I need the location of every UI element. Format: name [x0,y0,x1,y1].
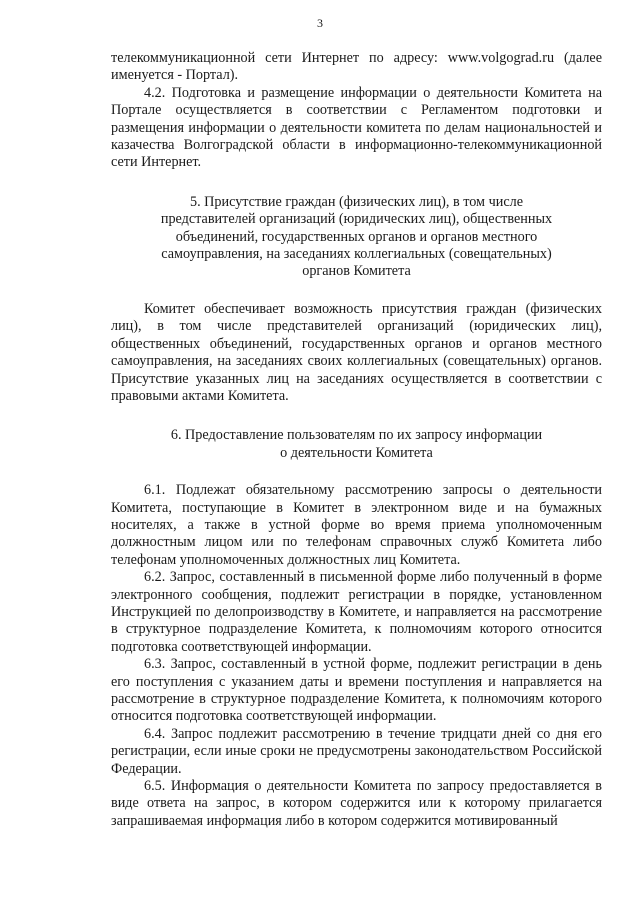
heading-line: 5. Присутствие граждан (физических лиц), в том числе [189,193,523,210]
paragraph-4-2: 4.2. Подготовка и размещение информации о деятельности Комитета на Портале осуществляется в соответствии с Регламентом подготовки и размещения информации о деятельности комитета по делам национальностей и казачества Волгоградской области в информационно-телекоммуникационной сети Интернет. [111,84,602,171]
paragraph-6-1: 6.1. Подлежат обязательному рассмотрению запросы о деятельности Комитета, поступающие в Комитет в электронном виде и на бумажных носителях, а также в устной форме во время приема уполномоченным должностным лицом или по телефонам справочных служб Комитета либо телефонам уполномоченных должностных лиц Комитета. [111,482,602,568]
paragraph-6-4: 6.4. Запрос подлежит рассмотрению в течение тридцати дней со дня его регистрации, если иные сроки не предусмотрены законодательством Российской Федерации. [111,725,602,777]
heading-line: объединений, государственных органов и органов местного [175,228,538,245]
page-number: 3 [317,16,323,30]
heading-line: 6. Предоставление пользователям по их запросу информации [170,427,543,444]
paragraph-continuation: телекоммуникационной сети Интернет по адресу: www.volgograd.ru (далее именуется - Портал). [111,50,602,84]
section-5-heading [111,194,602,281]
section-6-heading [111,427,602,462]
heading-line: о деятельности Комитета [280,444,433,461]
paragraph-6-5: 6.5. Информация о деятельности Комитета по запросу предоставляется в виде ответа на запрос, в котором содержится или к которому прилагается запрашиваемая информация либо в котором содержится мотивированный [111,778,602,829]
paragraph-6-3: 6.3. Запрос, составленный в устной форме, подлежит регистрации в день его поступления с указанием даты и времени поступления и направляется на рассмотрение в структурное подразделение Комитета, к полномочиям которого относится подготовка соответствующей информации. [111,656,602,725]
document-body [111,50,602,830]
paragraph-section-5: Комитет обеспечивает возможность присутствия граждан (физических лиц), в том числе представителей организаций (юридических лиц), общественных объединений, государственных органов и органов местного самоуправления, на заседаниях своих коллегиальных (совещательных) органов. Присутствие указанных лиц на заседаниях осуществляется в соответствии с правовыми актами Комитета. [111,300,602,404]
paragraph-6-2: 6.2. Запрос, составленный в письменной форме либо полученный в форме электронного сообщения, подлежит регистрации в порядке, установленном Инструкцией по делопроизводству в Комитете, и направляется на рассмотрение в структурное подразделение Комитета, к полномочиям которого относится подготовка соответствующей информации. [111,569,602,655]
heading-line: органов Комитета [302,263,411,280]
heading-line: представителей организаций (юридических лиц), общественных [160,211,553,228]
heading-line: самоуправления, на заседаниях коллегиальных (совещательных) [161,246,552,263]
